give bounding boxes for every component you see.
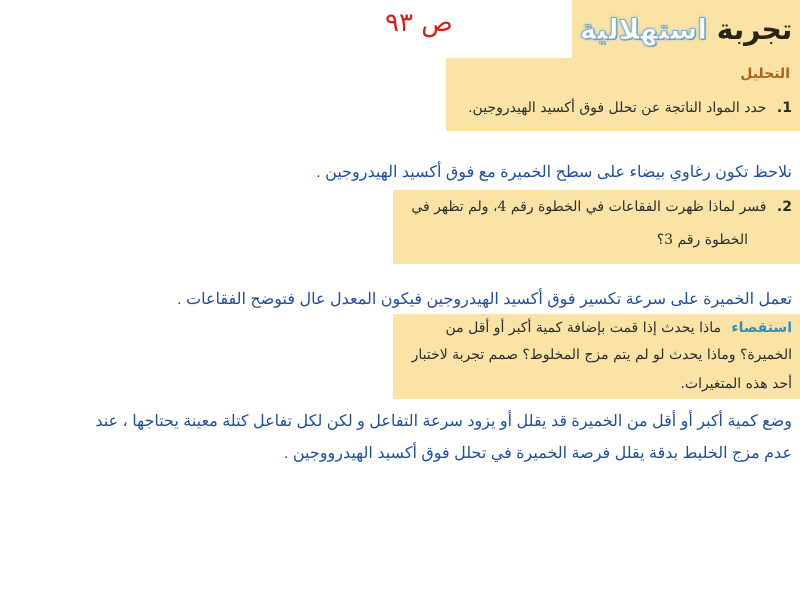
answer-2: تعمل الخميرة على سرعة تكسير فوق أكسيد الهيدروجين فيكون المعدل عال فتوضح الفقاعات . [177,291,792,308]
page-reference: ص ٩٣ [385,8,453,38]
investigation-line-3: أحد هذه المتغيرات. [680,376,792,392]
question-2-number: 2. [776,199,792,215]
question-1 [468,100,792,116]
page-title [580,13,793,46]
title-banner [572,0,800,58]
investigation-label: استقصاء [731,320,792,336]
answer-3-line-1: وضع كمية أكبر أو أقل من الخميرة قد يقلل أو يزود سرعة التفاعل و لكن لكل تفاعل كتلة معينة يحتاجها ، عند [95,413,792,430]
investigation-box [393,314,800,399]
question-2-line-1 [411,199,792,215]
investigation-text-1: ماذا يحدث إذا قمت بإضافة كمية أكبر أو أقل من [445,320,721,336]
analysis-heading: التحليل [740,66,790,82]
title-word-experiment: تجربة [716,12,793,46]
answer-3-line-2: عدم مزج الخليط بدقة يقلل فرصة الخميرة في تحلل فوق أكسيد الهيدرووجين . [283,445,792,462]
title-word-introductory: استهلالية [579,12,707,46]
question-1-text: حدد المواد الناتجة عن تحلل فوق أكسيد الهيدروجين. [468,100,767,116]
question-1-number: 1. [776,100,792,116]
investigation-line-1 [446,320,792,336]
answer-1: نلاحظ تكون رغاوي بيضاء على سطح الخميرة مع فوق أكسيد الهيدروجين . [316,164,792,181]
analysis-box [446,58,800,131]
question-2-line-2: الخطوة رقم 3؟ [656,232,748,248]
question-2-text-1: فسر لماذا ظهرت الفقاعات في الخطوة رقم 4، ولم تظهر في [411,199,767,215]
question-2-box [393,190,800,264]
investigation-line-2: الخميرة؟ وماذا يحدث لو لم يتم مزج المخلوط؟ صمم تجربة لاختبار [411,347,792,363]
